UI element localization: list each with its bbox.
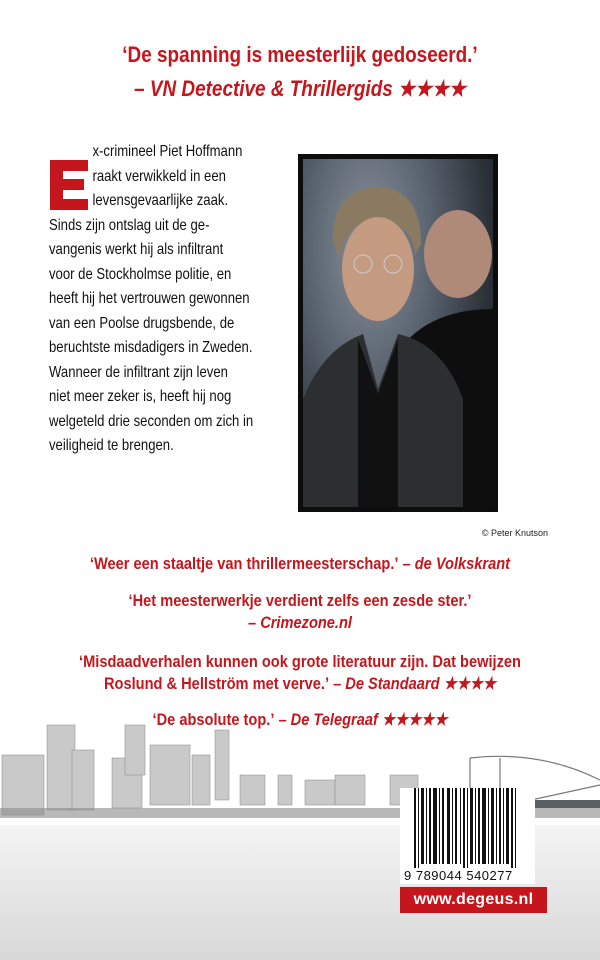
blurb-line: Sinds zijn ontslag uit de ge- xyxy=(49,216,210,234)
book-blurb xyxy=(49,140,295,459)
blurb-line: veiligheid te brengen. xyxy=(49,437,174,454)
blurb-line: niet meer zeker is, heeft hij nog xyxy=(49,388,232,405)
authors-silhouette xyxy=(303,159,493,507)
isbn-number: 9 789044 540277 xyxy=(404,868,513,883)
publisher-url[interactable]: www.degeus.nl xyxy=(400,887,547,913)
top-quote-source: – VN Detective & Thrillergids ★★★★ xyxy=(134,76,466,101)
review-crimezone xyxy=(42,590,558,634)
review-quote-cont: Roslund & Hellström met verve.’ xyxy=(103,674,330,693)
author-photo xyxy=(298,154,498,512)
review-standaard xyxy=(42,651,558,695)
blurb-line: x-crimineel Piet Hoffmann xyxy=(92,143,243,160)
blurb-line: levensgevaarlijke zaak. xyxy=(92,192,229,209)
review-volkskrant xyxy=(42,553,558,575)
blurb-line: beruchtste misdadigers in Zweden. xyxy=(49,339,253,356)
blurb-line: vangenis werkt hij als infiltrant xyxy=(49,241,224,258)
review-quote: ‘De absolute top.’ xyxy=(152,710,275,729)
review-quote: ‘Misdaadverhalen kunnen ook grote literatuur zijn. Dat bewijzen xyxy=(79,652,521,671)
blurb-line: Wanneer de infiltrant zijn leven xyxy=(49,363,228,381)
review-source: – Crimezone.nl xyxy=(247,613,352,632)
blurb-line: heeft hij het vertrouwen gewonnen xyxy=(49,290,250,307)
photo-credit: © Peter Knutson xyxy=(481,528,548,538)
review-source: – De Standaard ★★★★ xyxy=(329,674,497,693)
review-source: – de Volkskrant xyxy=(398,554,511,573)
top-quote-text: ‘De spanning is meesterlijk gedoseerd.’ xyxy=(122,42,478,67)
blurb-line: raakt verwikkeld in een xyxy=(92,167,226,185)
blurb-line: van een Poolse drugsbende, de xyxy=(49,314,235,332)
top-review-quote xyxy=(42,38,558,106)
review-quote: ‘Weer een staaltje van thrillermeesterschap.’ xyxy=(89,554,399,573)
barcode-bars xyxy=(400,788,535,868)
review-quote: ‘Het meesterwerkje verdient zelfs een zesde ster.’ xyxy=(128,591,472,610)
blurb-line: welgeteld drie seconden om zich in xyxy=(49,412,254,430)
blurb-line: voor de Stockholmse politie, en xyxy=(49,265,232,283)
review-source: – De Telegraaf ★★★★★ xyxy=(274,710,448,729)
